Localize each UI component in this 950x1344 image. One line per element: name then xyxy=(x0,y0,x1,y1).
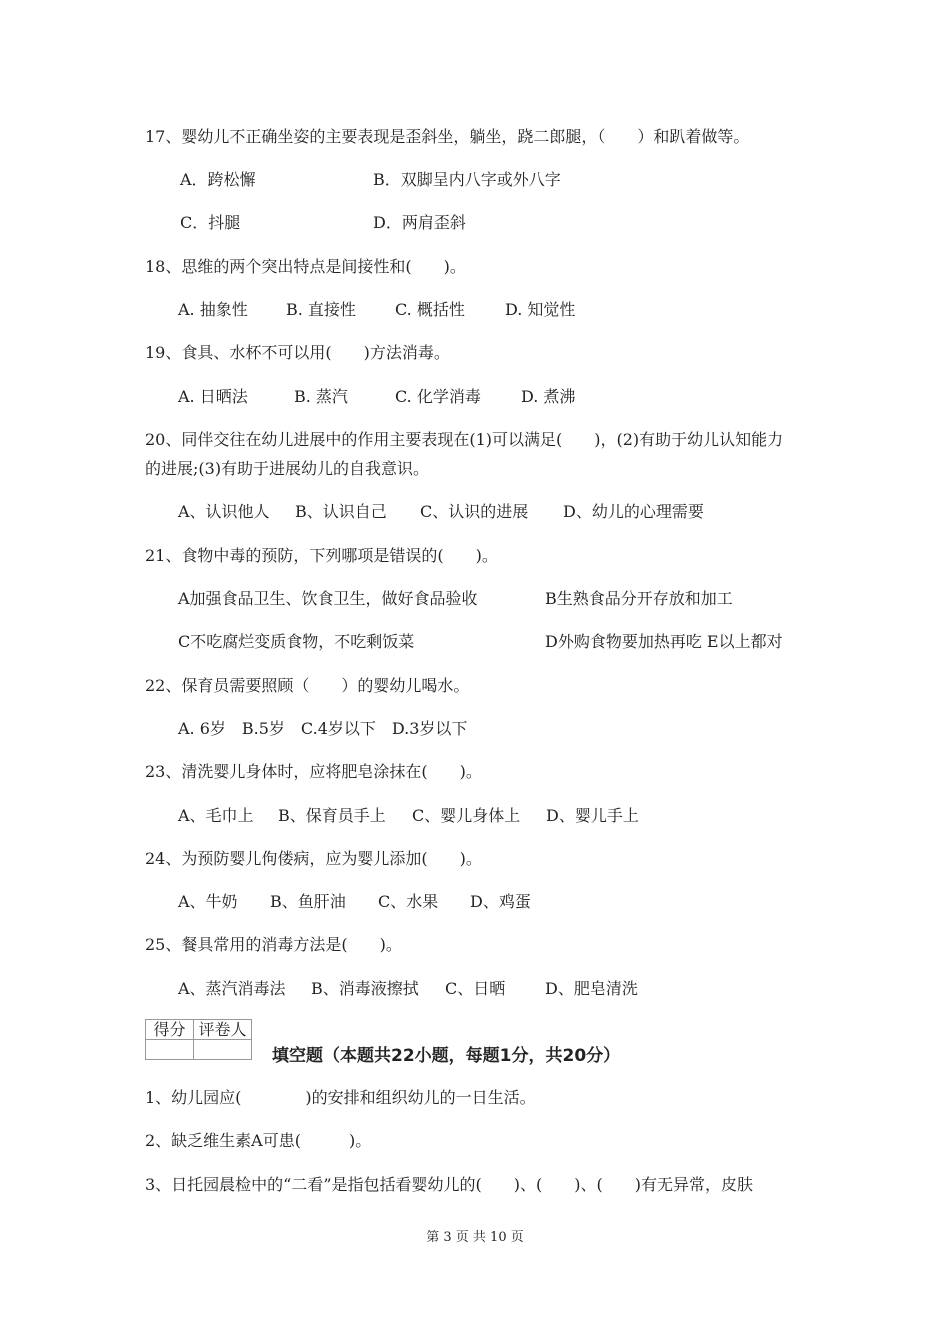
question-24-option-b: B、鱼肝油 xyxy=(270,892,346,911)
question-18-stem: 18、思维的两个突出特点是间接性和( )。 xyxy=(145,257,466,276)
fill-question-3: 3、日托园晨检中的“二看”是指包括看婴幼儿的( )、( )、( )有无异常，皮肤 xyxy=(145,1175,753,1194)
question-21-option-a: A加强食品卫生、饮食卫生，做好食品验收 xyxy=(178,589,478,608)
fill-question-2: 2、缺乏维生素A可患( )。 xyxy=(145,1131,372,1150)
grader-cell xyxy=(194,1040,252,1060)
question-24-option-c: C、水果 xyxy=(378,892,439,911)
question-23-stem: 23、清洗婴儿身体时，应将肥皂涂抹在( )。 xyxy=(145,762,482,781)
question-24-option-d: D、鸡蛋 xyxy=(470,892,531,911)
question-20-option-b: B、认识自己 xyxy=(295,502,387,521)
question-25-option-c: C、日晒 xyxy=(445,979,506,998)
question-21-option-c: C不吃腐烂变质食物，不吃剩饭菜 xyxy=(178,632,415,651)
question-23-option-c: C、婴儿身体上 xyxy=(412,806,521,825)
question-17-option-c: C．抖腿 xyxy=(180,213,241,232)
question-25-option-a: A、蒸汽消毒法 xyxy=(178,979,286,998)
question-21-option-b: B生熟食品分开存放和加工 xyxy=(545,589,733,608)
question-23-option-a: A、毛巾上 xyxy=(178,806,254,825)
question-19-option-c: C. 化学消毒 xyxy=(395,387,481,406)
question-20-option-a: A、认识他人 xyxy=(178,502,270,521)
question-24-stem: 24、为预防婴儿佝偻病，应为婴儿添加( )。 xyxy=(145,849,482,868)
question-17-stem: 17、婴幼儿不正确坐姿的主要表现是歪斜坐，躺坐，跷二郎腿，（ ）和趴着做等。 xyxy=(145,127,750,146)
question-17-option-b: B．双脚呈内八字或外八字 xyxy=(373,170,561,189)
section-title: 填空题（本题共22小题，每题1分，共20分） xyxy=(272,1046,621,1066)
question-21-stem: 21、食物中毒的预防，下列哪项是错误的( )。 xyxy=(145,546,498,565)
question-22-options: A. 6岁 B.5岁 C.4岁以下 D.3岁以下 xyxy=(178,719,468,738)
question-20-option-c: C、认识的进展 xyxy=(420,502,529,521)
question-25-stem: 25、餐具常用的消毒方法是( )。 xyxy=(145,935,402,954)
question-17-option-a: A．跨松懈 xyxy=(180,170,256,189)
question-20-stem-line1: 20、同伴交往在幼儿进展中的作用主要表现在(1)可以满足( )，(2)有助于幼儿认知能力 xyxy=(145,430,784,449)
question-24-option-a: A、牛奶 xyxy=(178,892,238,911)
question-17-option-d: D．两肩歪斜 xyxy=(373,213,466,232)
grader-header: 评卷人 xyxy=(194,1020,252,1040)
question-19-option-b: B. 蒸汽 xyxy=(294,387,348,406)
question-23-option-b: B、保育员手上 xyxy=(278,806,386,825)
question-25-option-d: D、肥皂清洗 xyxy=(545,979,638,998)
question-21-option-d: D外购食物要加热再吃 E以上都对 xyxy=(545,632,783,651)
question-20-option-d: D、幼儿的心理需要 xyxy=(563,502,704,521)
score-table xyxy=(145,1019,252,1060)
question-23-option-d: D、婴儿手上 xyxy=(546,806,639,825)
question-18-option-d: D. 知觉性 xyxy=(505,300,576,319)
question-25-option-b: B、消毒液擦拭 xyxy=(311,979,419,998)
question-22-stem: 22、保育员需要照顾（ ）的婴幼儿喝水。 xyxy=(145,676,470,695)
fill-question-1: 1、幼儿园应( )的安排和组织幼儿的一日生活。 xyxy=(145,1088,536,1107)
score-cell xyxy=(146,1040,194,1060)
question-19-option-a: A. 日晒法 xyxy=(178,387,248,406)
score-header: 得分 xyxy=(146,1020,194,1040)
page-footer: 第 3 页 共 10 页 xyxy=(426,1230,524,1245)
question-20-stem-line2: 的进展;(3)有助于进展幼儿的自我意识。 xyxy=(145,459,430,478)
question-18-option-b: B. 直接性 xyxy=(286,300,356,319)
question-18-option-c: C. 概括性 xyxy=(395,300,465,319)
question-19-option-d: D. 煮沸 xyxy=(521,387,576,406)
question-19-stem: 19、食具、水杯不可以用( )方法消毒。 xyxy=(145,343,450,362)
question-18-option-a: A. 抽象性 xyxy=(178,300,248,319)
